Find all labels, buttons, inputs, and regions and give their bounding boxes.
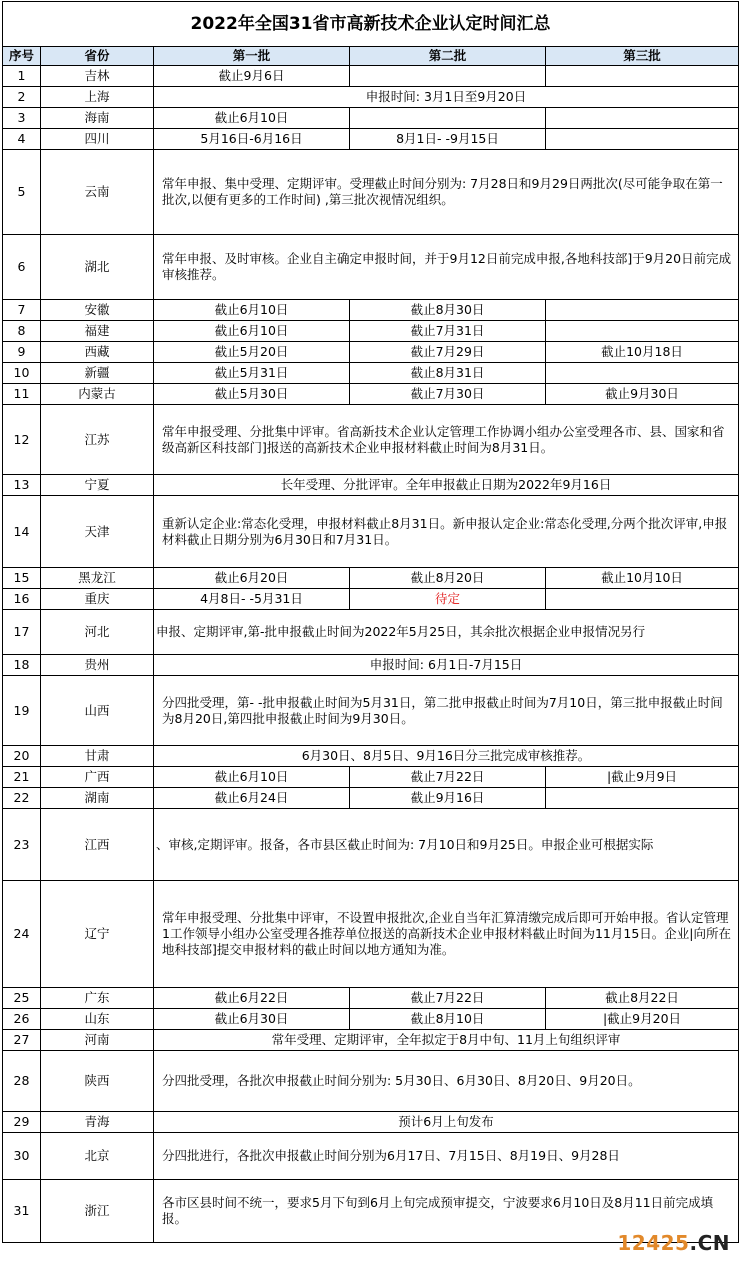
batch1-cell: 截止6月22日: [154, 988, 350, 1009]
header-no: 序号: [3, 47, 41, 66]
province-name: 福建: [41, 321, 154, 342]
batch3-cell: |截止9月9日: [546, 767, 739, 788]
schedule-note: 常年申报受理、分批集中评审。省高新技术企业认定管理工作协调小组办公室受理各市、县、国家和省级高新区科技部门]报送的高新技术企业申报材料截止时间为8月31日。: [154, 405, 739, 475]
schedule-note: 申报时间: 3月1日至9月20日: [154, 87, 739, 108]
schedule-note: 分四批受理，各批次申报截止时间分别为: 5月30日、6月30日、8月20日、9月20日。: [154, 1051, 739, 1112]
row-number: 9: [3, 342, 41, 363]
batch1-cell: 截止6月20日: [154, 568, 350, 589]
batch1-cell: 截止6月10日: [154, 108, 350, 129]
watermark-domain: .CN: [689, 1231, 730, 1255]
table-row: [3, 881, 739, 988]
table-row: [3, 1133, 739, 1180]
batch3-cell: [546, 129, 739, 150]
table-row: [3, 1030, 739, 1051]
batch1-cell: 截止5月20日: [154, 342, 350, 363]
batch3-cell: 截止10月10日: [546, 568, 739, 589]
schedule-note: 6月30日、8月5日、9月16日分三批完成审核推荐。: [154, 746, 739, 767]
row-number: 16: [3, 589, 41, 610]
table-row: [3, 655, 739, 676]
batch3-cell: 截止9月30日: [546, 384, 739, 405]
row-number: 17: [3, 610, 41, 655]
schedule-note: 常年申报受理、分批集中评审，不设置申报批次,企业自当年汇算清缴完成后即可开始申报。省认定管理1工作领导小组办公室受理各推荐单位报送的高新技术企业申报材料截止时间为11月15日。企业|向所在地科技部]提交申报材料的截止时间以地方通知为准。: [154, 881, 739, 988]
province-name: 河南: [41, 1030, 154, 1051]
schedule-note: 、审核,定期评审。报备，各市县区截止时间为: 7月10日和9月25日。申报企业可根据实际: [154, 809, 739, 881]
batch3-cell: [546, 66, 739, 87]
batch3-cell: [546, 589, 739, 610]
batch3-cell: 截止8月22日: [546, 988, 739, 1009]
row-number: 22: [3, 788, 41, 809]
schedule-note: 各市区县时间不统一，要求5月下旬到6月上旬完成预审提交，宁波要求6月10日及8月11日前完成填报。: [154, 1180, 739, 1243]
batch1-cell: 截止6月24日: [154, 788, 350, 809]
batch3-cell: [546, 300, 739, 321]
table-row: [3, 129, 739, 150]
header-batch2: 第二批: [350, 47, 546, 66]
batch1-cell: 截止6月10日: [154, 767, 350, 788]
province-name: 海南: [41, 108, 154, 129]
schedule-note: 常年受理、定期评审，全年拟定于8月中旬、11月上旬组织评审: [154, 1030, 739, 1051]
province-name: 内蒙古: [41, 384, 154, 405]
header-batch3: 第三批: [546, 47, 739, 66]
batch2-cell: 截止8月20日: [350, 568, 546, 589]
province-name: 山西: [41, 676, 154, 746]
table-row: [3, 809, 739, 881]
schedule-note: 申报、定期评审,第-批申报截止时间为2022年5月25日，其余批次根据企业申报情况另行: [154, 610, 739, 655]
table-row: [3, 87, 739, 108]
row-number: 6: [3, 235, 41, 300]
table-title: 2022年全国31省市高新技术企业认定时间汇总: [3, 2, 739, 47]
table-row: [3, 496, 739, 568]
province-name: 上海: [41, 87, 154, 108]
table-row: [3, 235, 739, 300]
province-name: 宁夏: [41, 475, 154, 496]
province-name: 四川: [41, 129, 154, 150]
schedule-note: 预计6月上旬发布: [154, 1112, 739, 1133]
row-number: 29: [3, 1112, 41, 1133]
batch1-cell: 截止6月10日: [154, 321, 350, 342]
batch2-cell: 截止7月22日: [350, 767, 546, 788]
batch2-cell: 8月1日- -9月15日: [350, 129, 546, 150]
row-number: 10: [3, 363, 41, 384]
table-row: [3, 746, 739, 767]
batch2-cell: 截止7月22日: [350, 988, 546, 1009]
row-number: 25: [3, 988, 41, 1009]
province-name: 广东: [41, 988, 154, 1009]
province-name: 辽宁: [41, 881, 154, 988]
province-name: 江苏: [41, 405, 154, 475]
table-row: [3, 676, 739, 746]
row-number: 15: [3, 568, 41, 589]
table-row: [3, 475, 739, 496]
schedule-note: 申报时间: 6月1日-7月15日: [154, 655, 739, 676]
batch3-cell: |截止9月20日: [546, 1009, 739, 1030]
schedule-note: 分四批受理，第- -批申报截止时间为5月31日，第二批申报截止时间为7月10日，第三批申报截止时间为8月20日,第四批申报截止时间为9月30日。: [154, 676, 739, 746]
row-number: 23: [3, 809, 41, 881]
batch2-cell: 截止8月31日: [350, 363, 546, 384]
row-number: 13: [3, 475, 41, 496]
batch2-cell: [350, 108, 546, 129]
batch2-cell: [350, 66, 546, 87]
province-name: 北京: [41, 1133, 154, 1180]
row-number: 18: [3, 655, 41, 676]
batch2-cell: 截止8月10日: [350, 1009, 546, 1030]
schedule-note: 分四批进行，各批次申报截止时间分别为6月17日、7月15日、8月19日、9月28日: [154, 1133, 739, 1180]
header-province: 省份: [41, 47, 154, 66]
batch3-cell: [546, 363, 739, 384]
row-number: 3: [3, 108, 41, 129]
schedule-note: 常年申报、集中受理、定期评审。受理截止时间分别为: 7月28日和9月29日两批次(尽可能争取在第一批次,以便有更多的工作时间) ,第三批次视情况组织。: [154, 150, 739, 235]
row-number: 26: [3, 1009, 41, 1030]
province-name: 云南: [41, 150, 154, 235]
province-name: 黑龙江: [41, 568, 154, 589]
table-row: [3, 610, 739, 655]
province-name: 浙江: [41, 1180, 154, 1243]
row-number: 20: [3, 746, 41, 767]
batch2-cell: 截止7月31日: [350, 321, 546, 342]
row-number: 28: [3, 1051, 41, 1112]
province-name: 重庆: [41, 589, 154, 610]
row-number: 31: [3, 1180, 41, 1243]
batch3-cell: [546, 788, 739, 809]
table-row: [3, 1009, 739, 1030]
province-name: 江西: [41, 809, 154, 881]
row-number: 12: [3, 405, 41, 475]
batch2-cell: 待定: [350, 589, 546, 610]
schedule-note: 常年申报、及时审核。企业自主确定申报时间，并于9月12日前完成申报,各地科技部]于9月20日前完成审核推荐。: [154, 235, 739, 300]
row-number: 27: [3, 1030, 41, 1051]
batch2-cell: 截止8月30日: [350, 300, 546, 321]
batch1-cell: 4月8日- -5月31日: [154, 589, 350, 610]
schedule-note: 长年受理、分批评审。全年申报截止日期为2022年9月16日: [154, 475, 739, 496]
header-row: [3, 47, 739, 66]
province-name: 河北: [41, 610, 154, 655]
table-row: [3, 363, 739, 384]
province-name: 山东: [41, 1009, 154, 1030]
summary-table: [2, 1, 739, 1243]
province-name: 湖北: [41, 235, 154, 300]
row-number: 1: [3, 66, 41, 87]
batch3-cell: [546, 108, 739, 129]
province-name: 天津: [41, 496, 154, 568]
header-batch1: 第一批: [154, 47, 350, 66]
province-name: 湖南: [41, 788, 154, 809]
row-number: 11: [3, 384, 41, 405]
table-row: [3, 568, 739, 589]
row-number: 2: [3, 87, 41, 108]
title-row: [3, 2, 739, 47]
batch2-cell: 截止9月16日: [350, 788, 546, 809]
batch1-cell: 截止9月6日: [154, 66, 350, 87]
row-number: 30: [3, 1133, 41, 1180]
province-name: 贵州: [41, 655, 154, 676]
batch1-cell: 截止6月30日: [154, 1009, 350, 1030]
table-row: [3, 988, 739, 1009]
table-row: [3, 767, 739, 788]
row-number: 5: [3, 150, 41, 235]
batch2-cell: 截止7月29日: [350, 342, 546, 363]
province-name: 新疆: [41, 363, 154, 384]
table-row: [3, 300, 739, 321]
province-name: 吉林: [41, 66, 154, 87]
table-row: [3, 321, 739, 342]
table-row: [3, 108, 739, 129]
batch1-cell: 截止5月30日: [154, 384, 350, 405]
batch3-cell: [546, 321, 739, 342]
table-row: [3, 150, 739, 235]
batch1-cell: 5月16日-6月16日: [154, 129, 350, 150]
row-number: 8: [3, 321, 41, 342]
batch1-cell: 截止5月31日: [154, 363, 350, 384]
row-number: 14: [3, 496, 41, 568]
province-name: 西藏: [41, 342, 154, 363]
table-row: [3, 788, 739, 809]
row-number: 19: [3, 676, 41, 746]
row-number: 21: [3, 767, 41, 788]
table-row: [3, 1051, 739, 1112]
row-number: 4: [3, 129, 41, 150]
table-row: [3, 384, 739, 405]
row-number: 24: [3, 881, 41, 988]
province-name: 广西: [41, 767, 154, 788]
schedule-note: 重新认定企业:常态化受理，申报材料截止8月31日。新申报认定企业:常态化受理,分两个批次评审,申报材料截止日期分别为6月30日和7月31日。: [154, 496, 739, 568]
province-name: 陕西: [41, 1051, 154, 1112]
batch1-cell: 截止6月10日: [154, 300, 350, 321]
site-watermark: [617, 1231, 730, 1255]
table-row: [3, 405, 739, 475]
table-row: [3, 589, 739, 610]
batch3-cell: 截止10月18日: [546, 342, 739, 363]
province-name: 安徽: [41, 300, 154, 321]
table-row: [3, 66, 739, 87]
province-name: 青海: [41, 1112, 154, 1133]
watermark-number: 12425: [617, 1231, 690, 1255]
table-row: [3, 342, 739, 363]
table-row: [3, 1112, 739, 1133]
batch2-cell: 截止7月30日: [350, 384, 546, 405]
province-name: 甘肃: [41, 746, 154, 767]
row-number: 7: [3, 300, 41, 321]
